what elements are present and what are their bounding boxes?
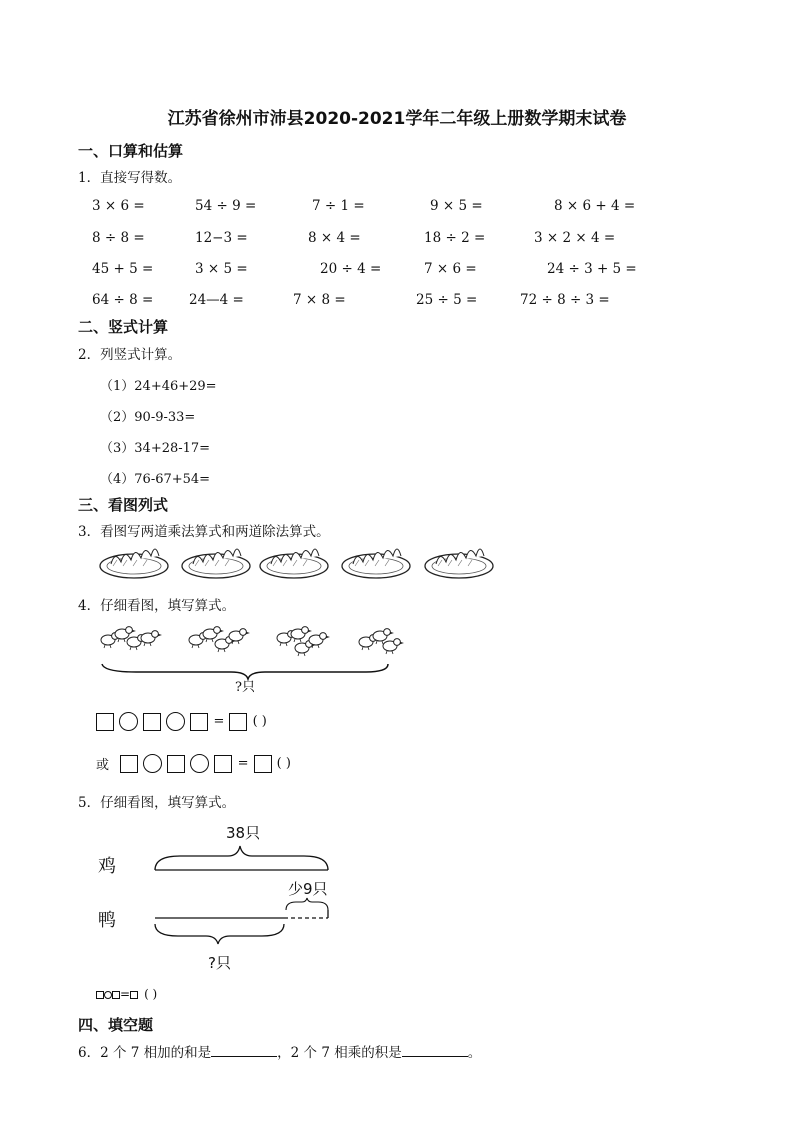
bottom-brace [155, 924, 284, 944]
operator-circle[interactable] [190, 754, 209, 773]
plate-of-food [182, 549, 250, 578]
chicks-figure [96, 622, 408, 682]
vertical-calc-item: （1）24+46+29= [100, 379, 217, 394]
vertical-calc-item: （3）34+28-17= [100, 441, 211, 456]
unit-paren[interactable]: ( ) [144, 987, 158, 1001]
unit-paren[interactable]: ( ) [252, 714, 267, 729]
question-5-text: 5．仔细看图，填写算式。 [78, 795, 236, 811]
answer-box[interactable] [130, 991, 138, 999]
chick-group [277, 627, 329, 656]
q6-part1: 6．2 个 7 相加的和是 [78, 1045, 212, 1061]
plate-of-food [342, 549, 410, 578]
plate-of-food [260, 549, 328, 578]
chick-group [359, 629, 403, 654]
arithmetic-problem: 24—4 = [189, 292, 244, 308]
arithmetic-problem: 45 + 5 = [92, 261, 154, 277]
answer-box[interactable] [229, 713, 247, 731]
section-heading-3: 三、看图列式 [78, 496, 169, 514]
brace-label: ?只 [235, 680, 255, 695]
answer-box[interactable] [96, 713, 114, 731]
arithmetic-problem: 9 × 5 = [430, 198, 483, 214]
top-label: 38只 [226, 824, 261, 842]
equation-template-2 [96, 753, 291, 773]
arithmetic-problem: 12−3 = [195, 230, 248, 246]
diff-brace [286, 898, 328, 910]
or-label: 或 [96, 758, 110, 773]
question-1-text: 1．直接写得数。 [78, 170, 182, 186]
arithmetic-problem: 7 × 8 = [293, 292, 346, 308]
bottom-label: ?只 [208, 954, 231, 972]
equals-sign: = [213, 714, 225, 729]
section-heading-2: 二、竖式计算 [78, 318, 169, 336]
arithmetic-problem: 3 × 5 = [195, 261, 248, 277]
equals-sign: = [120, 987, 131, 1001]
answer-box[interactable] [190, 713, 208, 731]
arithmetic-problem: 3 × 2 × 4 = [534, 230, 616, 246]
arithmetic-problem: 8 × 4 = [308, 230, 361, 246]
arithmetic-problem: 20 ÷ 4 = [320, 261, 382, 277]
answer-blank[interactable] [211, 1055, 277, 1057]
arithmetic-problem: 8 ÷ 8 = [92, 230, 145, 246]
plate-of-food [100, 549, 168, 578]
arithmetic-problem: 7 × 6 = [424, 261, 477, 277]
answer-box[interactable] [214, 755, 232, 773]
row-label-duck: 鸭 [98, 910, 116, 931]
chick-group [101, 627, 161, 650]
vertical-calc-item: （2）90-9-33= [100, 410, 196, 425]
plates-figure [94, 540, 514, 582]
vertical-calc-item: （4）76-67+54= [100, 472, 211, 487]
row-label-chicken: 鸡 [98, 856, 116, 877]
section-heading-4: 四、填空题 [78, 1016, 154, 1034]
arithmetic-problem: 64 ÷ 8 = [92, 292, 154, 308]
arithmetic-problem: 54 ÷ 9 = [195, 198, 257, 214]
answer-box[interactable] [167, 755, 185, 773]
q6-part3: 。 [467, 1045, 482, 1061]
difference-label: 少9只 [288, 880, 328, 898]
section-heading-1: 一、口算和估算 [78, 142, 184, 160]
arithmetic-problem: 18 ÷ 2 = [424, 230, 486, 246]
chick-group [189, 627, 249, 652]
question-4-text: 4．仔细看图，填写算式。 [78, 598, 236, 614]
answer-box[interactable] [254, 755, 272, 773]
arithmetic-problem: 25 ÷ 5 = [416, 292, 478, 308]
unit-paren[interactable]: ( ) [276, 756, 291, 771]
question-2-text: 2．列竖式计算。 [78, 347, 182, 363]
equals-sign: = [237, 756, 249, 771]
plate-of-food [425, 549, 493, 578]
operator-circle[interactable] [119, 712, 138, 731]
arithmetic-problem: 8 × 6 + 4 = [554, 198, 636, 214]
operator-circle[interactable] [104, 991, 112, 999]
q6-part2: ，2 个 7 相乘的积是 [277, 1045, 402, 1061]
arithmetic-problem: 24 ÷ 3 + 5 = [547, 261, 637, 277]
top-brace [155, 846, 328, 870]
answer-box[interactable] [96, 991, 104, 999]
question-6 [78, 1041, 481, 1061]
q5-answer-template [96, 987, 157, 1001]
comparison-diagram [150, 838, 340, 948]
page-title: 江苏省徐州市沛县2020-2021学年二年级上册数学期末试卷 [167, 109, 627, 129]
answer-box[interactable] [112, 991, 120, 999]
answer-box[interactable] [143, 713, 161, 731]
arithmetic-problem: 7 ÷ 1 = [312, 198, 365, 214]
answer-blank[interactable] [402, 1055, 468, 1057]
operator-circle[interactable] [166, 712, 185, 731]
question-3-text: 3．看图写两道乘法算式和两道除法算式。 [78, 524, 330, 540]
answer-box[interactable] [120, 755, 138, 773]
arithmetic-problem: 3 × 6 = [92, 198, 145, 214]
operator-circle[interactable] [143, 754, 162, 773]
arithmetic-problem: 72 ÷ 8 ÷ 3 = [520, 292, 610, 308]
equation-template-1 [96, 711, 267, 731]
